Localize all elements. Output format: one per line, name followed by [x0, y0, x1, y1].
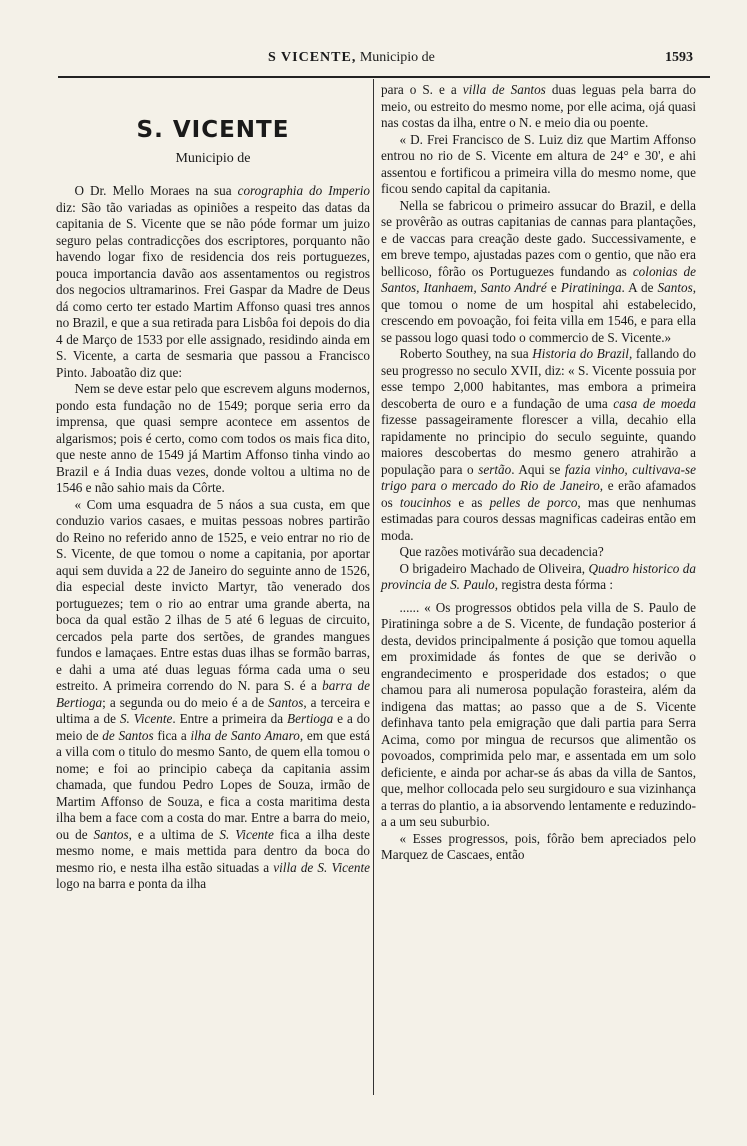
text-run: . Aqui se — [511, 461, 565, 477]
italic-run: casa de moeda — [613, 395, 697, 411]
paragraph — [381, 346, 696, 544]
italic-run: Bertioga — [287, 711, 334, 726]
running-header — [58, 48, 717, 70]
italic-run: villa de Santos — [462, 82, 546, 97]
article-title: S. VICENTE — [136, 117, 290, 143]
italic-run: Historia do Brazil — [532, 346, 629, 361]
article-subtitle: Municipio de — [175, 150, 251, 166]
italic-run: barra de Bertioga — [56, 678, 370, 710]
running-title — [268, 50, 435, 66]
header-rule — [58, 76, 710, 78]
italic-run: S. Vicente — [219, 826, 274, 842]
paragraph — [381, 82, 696, 132]
running-title-name: S VICENTE, — [268, 50, 357, 65]
paragraph — [56, 497, 370, 893]
paragraph: ...... « Os progressos obtidos pela villa de S. Paulo de Piratininga sobre a de S. Vicente, de fundação posterior á desta, devidos principalmente á posição que tomou aquella em proximidade ás fontes de que se derivão o engrandecimento e prosperidade dos estados; o que chamou para ali numerosa população forasteira, além da indigena das mattas; ao passo que a de S. Vicente definhava tanto pela emigração que dali partia para Serra Acima, como por mingua de recursos que alimentão os povoados, comprimida pelo mar, e assentada em um solo deficiente, e ainda por achar-se ás abas da villa de Santos, que, melhor collocada pelo seu surgidouro e sua vizinhança a terras do plantio, a ia absorvendo lentamente e reduzindo-a a um seu suburbio. — [381, 599, 696, 829]
text-run: O brigadeiro Machado de Oliveira, — [399, 560, 589, 576]
paragraph — [381, 198, 696, 347]
text-run: , em que está a villa com o titulo do mesmo Santo, de quem ella tomou o nome; e foi ao principio cabeça da capitania assim chamada, que fundou Pedro Lopes de Souza, irmão de Martim Affonso de Souza, e fica a costa maritima desta ilha bem a face com a costa do mar. Entre a barra do meio, ou de — [56, 727, 371, 842]
text-run: Roberto Southey, na sua — [399, 346, 533, 361]
text-run: . A de — [621, 280, 658, 295]
text-run: e a do meio de — [56, 711, 370, 743]
italic-run: villa de S. Vicente — [273, 859, 370, 875]
text-run: , registra desta fórma : — [494, 577, 614, 592]
italic-run: pelles de porco — [489, 494, 578, 510]
paragraph: « D. Frei Francisco de S. Luiz diz que Martim Affonso entrou no rio de S. Vicente em altura de 24° e 30', e ahi assentou e fortificou a primeira villa do mesmo nome, que ficou sendo capital da capitania. — [381, 131, 696, 196]
italic-run: de Santos — [102, 727, 154, 743]
paragraph: Que razões motivárão sua decadencia? — [399, 544, 604, 559]
text-run: fica a — [153, 727, 191, 743]
italic-run: Piratininga — [560, 280, 622, 295]
text-run: , a terceira e ultima a de — [56, 694, 370, 726]
text-run: . Entre a primeira da — [172, 711, 288, 726]
text-run: , e a ultima de — [128, 826, 220, 842]
italic-run: toucinhos — [399, 494, 452, 510]
running-title-subtitle: Municipio de — [359, 50, 435, 65]
text-run: O Dr. Mello Moraes na sua — [74, 183, 238, 198]
page-number: 1593 — [665, 50, 693, 65]
italic-run: Santos — [93, 826, 129, 842]
text-run: Nella se fabricou o primeiro assucar do Brazil, e della se provêrão as outras capitanias de cannas para plantações, e de vaccas para creação deste gado. Successivamente, e em breve tempo, ajustadas pazes com o gentio, que não era bellicoso, fôrão os Portuguezes fundando as — [381, 197, 696, 279]
text-run: e as — [451, 494, 490, 510]
text-run: duas leguas pela barra do meio, ou estreito do mesmo nome, por elle acima, ojá quasi nas costas da ilha, entre o N. e meio dia ou poente. — [381, 82, 696, 130]
paragraph: « Esses progressos, pois, fôrão bem apreciados pelo Marquez de Cascaes, então — [381, 830, 696, 862]
text-run: fica a ilha deste mesmo nome, e mais mettida para dentro da boca do mesmo rio, e nesta ilha estão situadas a — [56, 826, 370, 875]
italic-run: sertão — [478, 461, 512, 477]
text-run: logo na barra e ponta da ilha — [56, 876, 207, 891]
text-run: e — [546, 280, 561, 295]
paragraph — [56, 183, 370, 381]
italic-run: Santos — [657, 280, 693, 295]
italic-run: fazia vinho, cultivava-se trigo para o mercado do Rio de Janeiro — [381, 461, 697, 493]
text-run: , que tomou o nome de um hospital ahi estabelecido, crescendo em povoação, foi feita villa em 1546, e para ella se passou logo quasi todo o commercio de S. Vicente.» — [381, 280, 696, 345]
right-column — [381, 82, 696, 864]
italic-run: ilha de Santo Amaro — [190, 727, 300, 743]
text-run: para o S. e a — [381, 82, 463, 97]
text-run: , fallando do seu progresso no seculo XVII, diz: « S. Vicente possuia por esse tempo 2,000 habitantes, mas embora a primeira descoberta de ouro e a fundação de uma — [381, 346, 696, 411]
text-run: , mas que nenhumas estimadas para couros dessas magnificas cadeiras então em moda. — [381, 494, 696, 543]
italic-run: S. Vicente — [119, 711, 173, 726]
paragraph: Nem se deve estar pelo que escrevem alguns modernos, pondo esta fundação no de 1549; porque seria erro da imprensa, que quasi sempre acontece em assentos de algarismos; pois é certo, como com todos os mais fica dito, que neste anno de 1549 já Martim Affonso tinha vindo ao Brazil e á India duas vezes, donde voltou a ultima no de 1546 e não sahio mais da Côrte. — [56, 381, 370, 495]
text-run: , e erão afamados os — [381, 478, 696, 510]
left-column — [56, 82, 370, 893]
paragraph — [381, 561, 696, 594]
italic-run: corographia do Imperio — [237, 183, 370, 198]
text-run: fizesse passageiramente florescer a villa, decahio ella rapidamente no principio do seculo seguinte, quando maiores descobertas do mesmo genero atrahirão a população para o — [381, 412, 696, 477]
text-run: diz: São tão variadas as opiniões a respeito das datas da capitania de S. Vicente que se não póde formar um juizo seguro pelas contradicções dos escriptores, porquanto não havendo logar fixo de residencia dos reis portuguezes, pouca importancia davão aos assentamentos ou registros dos negocios ultramarinos. Frei Gaspar da Madre de Deus dá como certo ter estado Martim Affonso quasi tres annos no Brazil, e que a sua retirada para Lisbôa foi depois do dia 4 de Março de 1533 por elle assignado, residindo ainda em S. Vicente, a carta de sesmaria que passou a Francisco Pinto. Jaboatão diz que: — [56, 199, 370, 380]
italic-run: Quadro historico da provincia de S. Paulo — [381, 560, 696, 592]
text-run: ; a segunda ou do meio é a de — [102, 694, 269, 710]
text-run: « Com uma esquadra de 5 náos a sua custa, em que conduzio varios casaes, e muitas pessoas nobres partirão do Reino no referido anno de 1525, e veio entrar no rio de S. Vicente, de que tomou o nome a capitania, por aportar aqui sem duvida a 22 de Janeiro do seguinte anno de 1526, dia especial deste invicto Martyr, tão venerado dos portuguezes; tem o rio ao entrar uma grande aberta, na boca da qual estão 2 ilhas de 5 até 6 leguas de circuito, cercados pela parte dos sertões, de grandes mangues fundos e lamaçaes. Entre estas duas ilhas se formão barras, e dahi a uma até duas leguas fórma cada uma o seu estreito. A primeira correndo do N. para S. é a — [56, 496, 370, 693]
column-divider — [373, 79, 374, 1095]
italic-run: Santos — [268, 694, 304, 710]
italic-run: colonias de Santos, Itanhaem, Santo André — [381, 263, 696, 295]
